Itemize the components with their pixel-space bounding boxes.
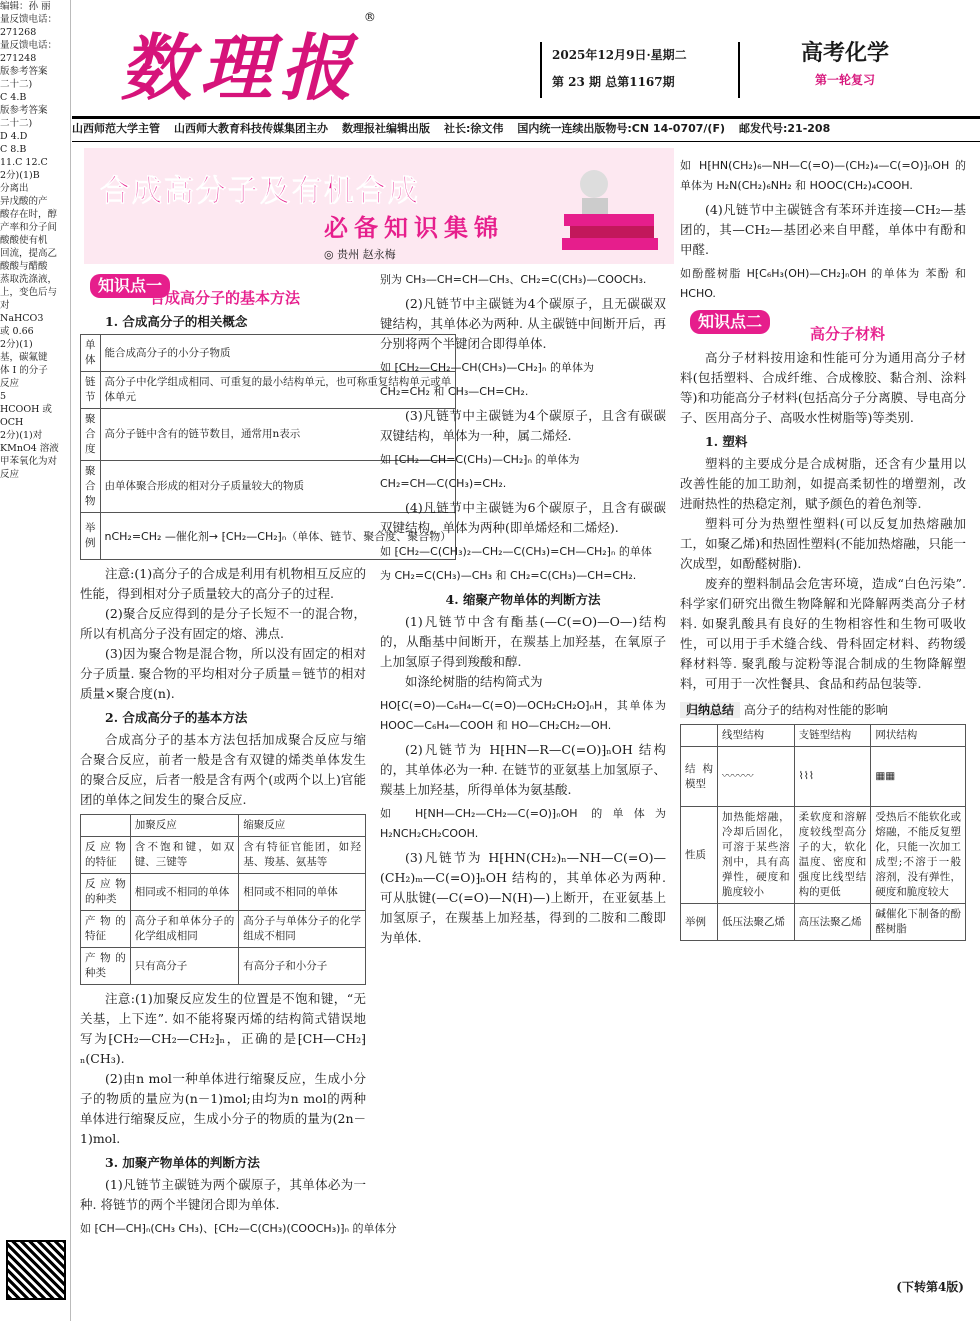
pub-info: 国内统一连续出版物号:CN 14-0707/(F) — [517, 122, 725, 135]
formula: 为 CH₂=C(CH₃)—CH₃ 和 CH₂=C(CH₃)—CH=CH₂. — [380, 569, 637, 582]
left-strip-line: 酸存在时，醇 — [0, 209, 58, 220]
left-strip-line: 量反馈电话： — [0, 40, 58, 51]
article-subtitle: 必备知识集锦 — [324, 213, 504, 242]
left-strip-line: 2分)(1) — [0, 339, 33, 350]
left-strip-line: C 8.B — [0, 144, 27, 155]
formula: HO⁅C(=O)—C₆H₄—C(=O)—OCH₂CH₂O⁆ₙH，其单体为 HOOC—C₆H₄—COOH 和 HO—CH₂CH₂—OH. — [380, 699, 666, 732]
formula: 如 ⁅CH—CH⁆ₙ(CH₃ CH₃)、⁅CH₂—C(CH₃)(COOCH₃)⁆ₙ 的单体分 — [80, 1222, 397, 1235]
left-strip-line: 11.C 12.C — [0, 157, 48, 168]
structure-table: 线型结构 支链型结构 网状结构 结构模型 〰〰〰 ⌇⌇⌇ ▦▦ 性质 加热能熔融，冷却后固化，可溶于某些溶剂中，具有高弹性，硬度和脆度较小 柔软度和溶解度较线型高分子的大，软化温度、密度和强度比线型结构的更低 受热后不能软化或熔融，不能反复塑化，只能一次加工成型;不溶于一般溶剂，没有弹性，硬度和脆度较大 举例 低压法聚乙烯 高压法聚乙烯 碱催化下制备的酚醛树脂 — [680, 724, 966, 941]
left-strip-line: 上，变色后与 — [0, 287, 58, 298]
formula: 如酚醛树脂 H⁅C₆H₃(OH)—CH₂⁆ₙOH 的单体为 苯酚 和 HCHO. — [680, 267, 966, 300]
left-strip-line: 基，碳氟键 — [0, 352, 48, 363]
section-heading: 2. 合成高分子的基本方法 — [105, 710, 248, 725]
left-strip-line: 版参考答案 — [0, 105, 48, 116]
publisher-bar — [72, 116, 980, 142]
left-strip-line: 反应 — [0, 378, 20, 389]
pub-info: 山西师大教育科技传媒集团主办 — [174, 122, 328, 135]
section-heading: 1. 合成高分子的相关概念 — [105, 314, 248, 329]
concept-table: 单体 能合成高分子的小分子物质 链节 高分子中化学组成相同、可重复的最小结构单元，也可称重复结构单元或单体单元 聚合度 高分子链中含有的链节数目，通常用n表示 聚合物 由单体聚合形成的相对分子质量较大的物质 举例 nCH₂=CH₂ —催化剂→ ⁅CH₂—CH₂⁆ₙ（单体、链节、聚合度、聚合物） — [80, 334, 456, 560]
left-strip-line: HCOOH 或 — [0, 404, 52, 415]
left-strip-line: 分离出 — [0, 183, 29, 194]
article-banner — [84, 148, 674, 264]
left-strip-line: 编辑：孙 丽 — [0, 1, 51, 12]
article-title: 合成高分子及有机合成 — [100, 174, 420, 209]
left-strip-line: 2分)(1)B — [0, 170, 40, 181]
left-strip-line: 二十二) — [0, 79, 33, 90]
left-strip-line: 异戊酸的产 — [0, 196, 48, 207]
left-strip-line: 产率和分子间 — [0, 222, 58, 233]
newspaper-logo: 数理报 ® — [120, 10, 376, 110]
subject-subtitle: 第一轮复习 — [814, 73, 875, 87]
left-strip-line: 甲苯氧化为对 — [0, 456, 58, 467]
section-heading: 3. 加聚产物单体的判断方法 — [105, 1155, 260, 1170]
formula: 如 H⁅NH—CH₂—CH₂—C(=O)⁆ₙOH 的单体为 H₂NCH₂CH₂COOH. — [380, 807, 666, 840]
books-illustration — [554, 154, 664, 254]
left-strip-line: 酸酸使有机 — [0, 235, 48, 246]
pub-info: 社长:徐文伟 — [444, 122, 504, 135]
pub-info: 邮发代号:21-208 — [739, 122, 831, 135]
pub-info: 山西师范大学主管 — [72, 122, 160, 135]
left-strip-line: OCH — [0, 417, 24, 428]
reaction-table: 加聚反应 缩聚反应 反应物的特征 含不饱和键，如双键、三键等 含有特征官能团，如羟基、羧基、氨基等 反应物的种类 相同或不相同的单体 相同或不相同的单体 产物的特征 高分子和单体分子的化学组成相同 高分子与单体分子的化学组成不相同 产物的种类 只有高分子 有高分子和小分子 — [80, 814, 366, 985]
left-strip-line: 2分)(1)对 — [0, 430, 43, 441]
registered-mark: ® — [363, 10, 376, 24]
knowledge-point-1 — [80, 272, 366, 308]
left-strip-line: 或 0.66 — [0, 326, 34, 337]
left-strip-line: C 4.B — [0, 92, 27, 103]
left-strip-line: 量反馈电话： — [0, 14, 58, 25]
continue-note: (下转第4版) — [896, 1280, 964, 1294]
left-strip-line: 271248 — [0, 53, 37, 64]
knowledge-point-2 — [680, 308, 966, 344]
left-strip-line: 蒸取洗涤液， — [0, 274, 58, 285]
pub-info: 数理报社编辑出版 — [342, 122, 430, 135]
left-strip-line: D 4.D — [0, 131, 28, 142]
kp-title: 高分子材料 — [810, 325, 886, 343]
kp-title: 合成高分子的基本方法 — [150, 289, 301, 307]
formula: 如 H⁅HN(CH₂)₆—NH—C(=O)—(CH₂)₄—C(=O)⁆ₙOH 的单体为 H₂N(CH₂)₆NH₂ 和 HOOC(CH₂)₄COOH. — [680, 159, 966, 192]
left-strip-line: 酸酸与醋酸 — [0, 261, 48, 272]
issue-box — [540, 42, 740, 98]
left-strip-line: 回流，提高乙 — [0, 248, 58, 259]
section-heading: 4. 缩聚产物单体的判断方法 — [445, 592, 601, 607]
formula: 如 ⁅CH₂—CH=C(CH₃)—CH₂⁆ₙ 的单体为 — [380, 453, 580, 466]
left-strip — [0, 0, 71, 1321]
subject-box — [770, 36, 920, 88]
left-strip-line: NaHCO3 — [0, 313, 44, 324]
left-strip-line: 反应 — [0, 469, 20, 480]
subject-title: 高考化学 — [800, 40, 889, 66]
issue-number: 第 23 期 总第1167期 — [552, 75, 675, 89]
kp-label: 知识点二 — [690, 310, 770, 334]
left-strip-line: 对 — [0, 300, 10, 311]
column-1: 知识点一 合成高分子的基本方法 1. 合成高分子的相关概念 单体 能合成高分子的小分子物质 链节 高分子中化学组成相同、可重复的最小结构单元，也可称重复结构单元或单体单元 聚合度 高分子链中含有的链节数目，通常用n表示 聚合物 由单体聚合形成的相对分子质量较大的物质 举例 nCH₂=CH₂ —催化剂→ ⁅CH₂—CH₂⁆ₙ（单体、链节、聚合度、聚合物） 注意:(1)高分子的合成是利用有机物相互反应的性能，得到相对分子质量较大的高分子的过程. (2)聚合反应得到的是分子长短不一的混合物，所以有机高分子没有固定的熔、沸点. (3)因为聚合物是混合物，所以没有固定的相对分子质量. 聚合物的平均相对分子质量＝链节的相对质量×聚合度(n). 2. 合成高分子的基本方法 合成高分子的基本方法包括加成聚合反应与缩合聚合反应，前者一般是含有双键的烯类单体发生的聚合反应，后者一般是含有两个(或两个以上)官能团的单体之间发生的聚合反应. 加聚反应 缩聚反应 反应物的特征 含不饱和键，如双键、三键等 含有特征官能团，如羟基、羧基、氨基等 反应物的种类 相同或不相同的单体 相同或不相同的单体 产物的特征 高分子和单体分子的化学组成相同 高分子与单体分子的化学组成不相同 产物的种类 只有高分子 有高分子和小分子 注意:(1)加聚反应发生的位置是不饱和键，“无关基，上下连”. 如不能将聚丙烯的结构简式错误地写为⁅CH₂—CH₂—CH₂⁆ₙ，正确的是⁅CH—CH₂⁆ₙ(CH₃). (2)由n mol一种单体进行缩聚反应，生成小分子的物质的量应为(n－1)mol;由均为n mol的两种单体进行缩聚反应，生成小分子的物质的量为(2n－1)mol. 3. 加聚产物单体的判断方法 (1)凡链节主碳链为两个碳原子，其单体必为一种. 将链节的两个半键闭合即为单体. 如 ⁅CH—CH⁆ₙ(CH₃ CH₃)、⁅CH₂—C(CH₃)(COOCH₃)⁆ₙ 的单体分 — [80, 268, 366, 1243]
issue-date: 2025年12月9日·星期二 — [552, 48, 687, 62]
formula: 如 ⁅CH₂—C(CH₃)₂—CH₂—C(CH₃)=CH—CH₂⁆ₙ 的单体 — [380, 545, 652, 558]
column-3: 如 H⁅HN(CH₂)₆—NH—C(=O)—(CH₂)₄—C(=O)⁆ₙOH 的单体为 H₂N(CH₂)₆NH₂ 和 HOOC(CH₂)₄COOH. (4)凡链节中主碳链含有苯环并连接—CH₂—基团的，其—CH₂—基团必来自甲醛，单体中有酚和甲醛. 如酚醛树脂 H⁅C₆H₃(OH)—CH₂⁆ₙOH 的单体为 苯酚 和 HCHO. 知识点二 高分子材料 高分子材料按用途和性能可分为通用高分子材料(包括塑料、合成纤维、合成橡胶、黏合剂、涂料等)和功能高分子材料(包括高分子分离膜、导电高分子、医用高分子、高吸水性树脂等)等类别. 1. 塑料 塑料的主要成分是合成树脂，还含有少量用以改善性能的加工助剂，如提高柔韧性的增塑剂，改进耐热性的热稳定剂，赋予颜色的着色剂等. 塑料可分为热塑性塑料(可以反复加热熔融加工，如聚乙烯)和热固性塑料(不能加热熔融，只能一次成型，如酚醛树脂). 废弃的塑料制品会危害环境，造成“白色污染”. 科学家们研究出微生物降解和光降解两类高分子材料. 如聚乳酸具有良好的生物相容性和生物可吸收性，可以用于手术缝合线、骨科固定材料、药物缓释材料等. 聚乳酸与淀粉等混合制成的生物降解塑料，可用于一次性餐具、食品和药品包装等. 归纳总结 高分子的结构对性能的影响 线型结构 支链型结构 网状结构 结构模型 〰〰〰 ⌇⌇⌇ ▦▦ 性质 加热能熔融，冷却后固化，可溶于某些溶剂中，具有高弹性，硬度和脆度较小 柔软度和溶解度较线型高分子的大，软化温度、密度和强度比线型结构的更低 受热后不能软化或熔融，不能反复塑化，只能一次加工成型;不溶于一般溶剂，没有弹性，硬度和脆度较大 举例 低压法聚乙烯 高压法聚乙烯 碱催化下制备的酚醛树脂 — [680, 152, 966, 941]
kp-label: 知识点一 — [90, 274, 170, 298]
column-2: 别为 CH₃—CH=CH—CH₃、CH₂=C(CH₃)—COOCH₃. (2)凡链节中主碳链为4个碳原子，且无碳碳双键结构，其单体必为两种. 从主碳链中间断开后，再分别将两个半键闭合即得单体. 如 ⁅CH₂—CH₂—CH(CH₃)—CH₂⁆ₙ 的单体为 CH₂=CH₂ 和 CH₃—CH=CH₂. (3)凡链节中主碳链为4个碳原子，且含有碳碳双键结构，单体为一种，属二烯烃. 如 ⁅CH₂—CH=C(CH₃)—CH₂⁆ₙ 的单体为 CH₂=CH—C(CH₃)=CH₂. (4)凡链节中主碳链为6个碳原子，且含有碳碳双键结构，单体为两种(即单烯烃和二烯烃). 如 ⁅CH₂—C(CH₃)₂—CH₂—C(CH₃)=CH—CH₂⁆ₙ 的单体 为 CH₂=C(CH₃)—CH₃ 和 CH₂=C(CH₃)—CH=CH₂. 4. 缩聚产物单体的判断方法 (1)凡链节中含有酯基(—C(=O)—O—)结构的，从酯基中间断开，在羰基上加羟基，在氧原子上加氢原子得到羧酸和醇. 如涤纶树脂的结构简式为 HO⁅C(=O)—C₆H₄—C(=O)—OCH₂CH₂O⁆ₙH，其单体为 HOOC—C₆H₄—COOH 和 HO—CH₂CH₂—OH. (2)凡链节为 H⁅HN—R—C(=O)⁆ₙOH 结构的，其单体必为一种. 在链节的亚氨基上加氢原子、羰基上加羟基，所得单体为氨基酸. 如 H⁅NH—CH₂—CH₂—C(=O)⁆ₙOH 的单体为 H₂NCH₂CH₂COOH. (3)凡链节为 H⁅HN(CH₂)ₙ—NH—C(=O)—(CH₂)ₘ—C(=O)⁆ₙOH 结构的，其单体必为两种. 可从肽键(—C(=O)—N(H)—)上断开，在亚氨基上加氢原子，在羰基上加羟基，得到的二胺和二酸即为单体. — [380, 266, 666, 948]
left-strip-line: 二十二) — [0, 118, 33, 129]
left-strip-line: KMnO4 溶液 — [0, 443, 59, 454]
formula: 别为 CH₃—CH=CH—CH₃、CH₂=C(CH₃)—COOCH₃. — [380, 273, 647, 286]
qr-code[interactable] — [6, 1240, 66, 1300]
left-strip-line: 版参考答案 — [0, 66, 48, 77]
formula: CH₂=CH₂ 和 CH₃—CH=CH₂. — [380, 385, 529, 398]
section-heading: 1. 塑料 — [705, 434, 748, 449]
left-strip-line: 体 I 的分子 — [0, 365, 48, 376]
article-author: ◎ 贵州 赵永梅 — [324, 248, 396, 261]
summary-heading: 归纳总结 高分子的结构对性能的影响 — [680, 700, 966, 720]
left-strip-line: 271268 — [0, 27, 37, 38]
formula: CH₂=CH—C(CH₃)=CH₂. — [380, 477, 507, 490]
formula: 如 ⁅CH₂—CH₂—CH(CH₃)—CH₂⁆ₙ 的单体为 — [380, 361, 594, 374]
left-strip-line: 5 — [0, 391, 7, 402]
